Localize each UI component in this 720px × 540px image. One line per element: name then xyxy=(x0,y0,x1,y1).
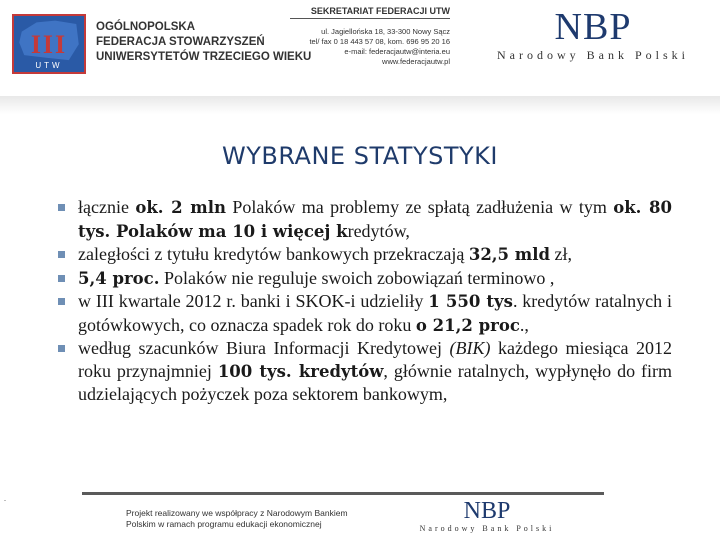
footer-project-note xyxy=(126,508,348,530)
secretariat-address: ul. Jagiellońska 18, 33-300 Nowy Sącz xyxy=(321,27,450,36)
secretariat-title: SEKRETARIAT FEDERACJI UTW xyxy=(290,6,450,19)
item-bold-text: ok. 80 tys. Polaków ma 10 i więcej k xyxy=(78,198,672,241)
secretariat-email: e-mail: federacjautw@interia.eu xyxy=(344,47,450,56)
footer-line: Polskim w ramach programu edukacji ekonomicznej xyxy=(126,519,322,529)
nbp-logo-text: NBP xyxy=(554,6,632,48)
item-bold-text: 5,4 proc. xyxy=(78,268,160,288)
item-text: redytów, xyxy=(347,220,410,241)
slide-title: WYBRANE STATYSTYKI xyxy=(222,142,498,170)
logo-utw-text: UTW xyxy=(35,61,63,70)
square-bullet-icon xyxy=(58,298,65,305)
secretariat-contact xyxy=(290,6,450,67)
utw-logo xyxy=(12,14,86,74)
square-bullet-icon xyxy=(58,204,65,211)
nbp-logo-subtitle: Narodowy Bank Polski xyxy=(419,524,555,533)
org-line: FEDERACJA STOWARZYSZEŃ xyxy=(96,36,265,48)
item-bold-text: 32,5 mld xyxy=(468,245,551,264)
logo-roman-numeral: III xyxy=(30,30,68,59)
org-line: OGÓLNOPOLSKA xyxy=(96,21,196,33)
nbp-logo-top xyxy=(478,6,708,63)
footer-divider xyxy=(82,492,604,495)
nbp-logo-bottom xyxy=(412,498,562,533)
square-bullet-icon xyxy=(58,275,65,282)
list-item xyxy=(56,267,672,291)
item-text: według szacunków Biura Informacji Kredytowej xyxy=(78,338,450,358)
list-item xyxy=(56,290,672,337)
item-text: ., xyxy=(519,314,529,335)
secretariat-phone: tel/ fax 0 18 443 57 08, kom. 696 95 20 16 xyxy=(309,37,450,46)
statistics-list xyxy=(56,196,672,406)
organization-name xyxy=(96,20,311,65)
item-italic-text: (BIK) xyxy=(449,338,491,358)
footer-line: Projekt realizowany we współpracy z Narodowym Bankiem xyxy=(126,508,348,518)
stray-dot: . xyxy=(4,494,6,503)
item-text: , głównie ratalnych, wypłynęło do firm udzielających pożyczek poza sektorem bankowym, xyxy=(78,360,672,404)
item-text: zaległości z tytułu kredytów bankowych przekraczają xyxy=(78,244,469,264)
org-line: UNIWERSYTETÓW TRZECIEGO WIEKU xyxy=(96,51,312,63)
item-text: każdego miesiąca 2012 roku przynajmniej xyxy=(78,338,673,381)
secretariat-website: www.federacjautw.pl xyxy=(382,57,450,66)
list-item xyxy=(56,196,672,243)
item-bold-text: 100 tys. kredytów xyxy=(217,361,384,381)
list-item xyxy=(56,337,672,406)
nbp-logo-text: NBP xyxy=(463,498,511,524)
item-text: zł, xyxy=(550,244,573,264)
square-bullet-icon xyxy=(58,251,65,258)
item-text: Polaków ma problemy ze spłatą zadłużenia w tym xyxy=(225,197,614,217)
item-text: w III kwartale 2012 r. banki i SKOK-i udzieliły xyxy=(78,291,429,311)
item-bold-text: o 21,2 proc xyxy=(415,315,520,335)
square-bullet-icon xyxy=(58,345,65,352)
header xyxy=(0,0,720,90)
item-text: łącznie xyxy=(78,197,136,217)
list-item xyxy=(56,243,672,267)
item-bold-text: 1 550 tys xyxy=(428,292,513,311)
header-shadow-divider xyxy=(0,96,720,114)
item-text: . kredytów ratalnych i gotówkowych, co oznacza spadek rok do roku xyxy=(78,291,673,335)
item-text: Polaków nie reguluje swoich zobowiązań terminowo , xyxy=(159,267,555,288)
item-bold-text: ok. 2 mln xyxy=(135,198,226,217)
nbp-logo-subtitle: Narodowy Bank Polski xyxy=(497,48,689,62)
